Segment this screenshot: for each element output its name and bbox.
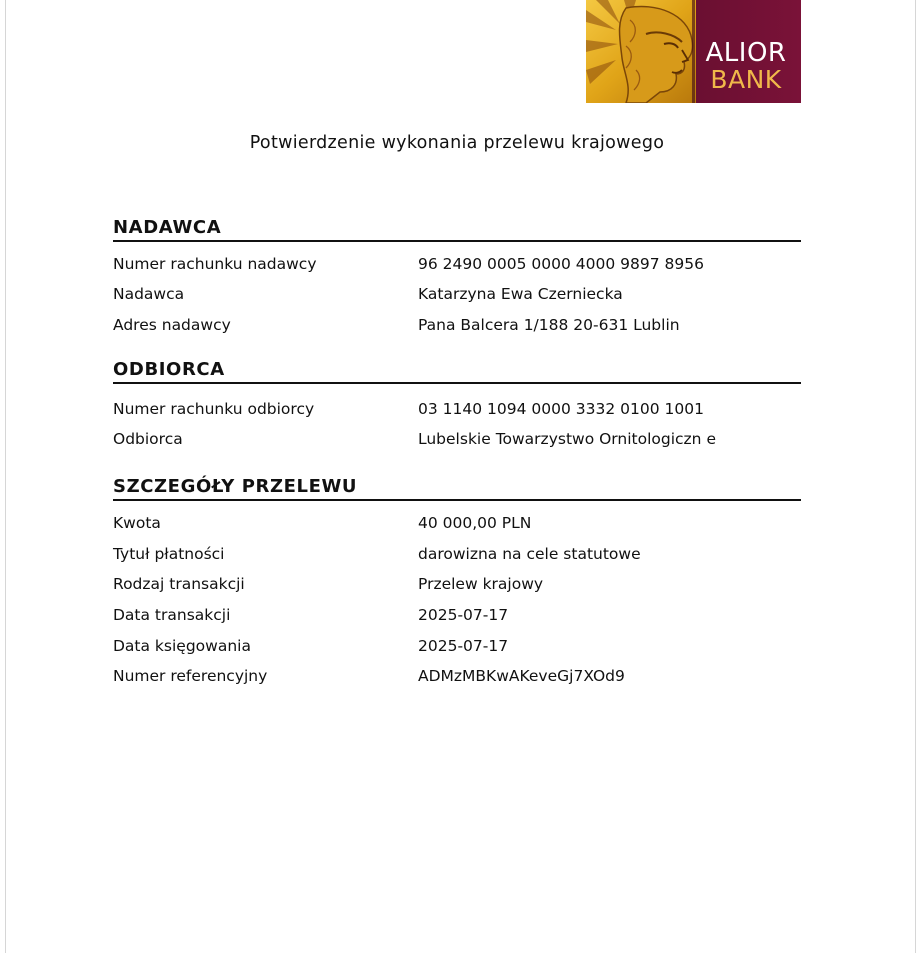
field-recipient-account <box>113 398 813 420</box>
field-label: Tytuł płatności <box>113 545 225 563</box>
field-recipient-name <box>113 428 813 450</box>
field-value: Pana Balcera 1/188 20-631 Lublin <box>418 316 680 334</box>
section-heading-details: SZCZEGÓŁY PRZELEWU <box>113 476 801 501</box>
field-label: Data transakcji <box>113 606 231 624</box>
field-label: Numer rachunku nadawcy <box>113 255 317 273</box>
field-value: Katarzyna Ewa Czerniecka <box>418 285 623 303</box>
field-reference-number <box>113 665 813 687</box>
field-sender-name <box>113 283 813 305</box>
field-value: Przelew krajowy <box>418 575 544 593</box>
field-label: Data księgowania <box>113 637 251 655</box>
section-heading-recipient: ODBIORCA <box>113 359 801 384</box>
page-title: Potwierdzenie wykonania przelewu krajowego <box>249 133 665 153</box>
field-booking-date <box>113 635 813 657</box>
field-value: 40 000,00 PLN <box>418 514 532 532</box>
field-sender-account <box>113 253 813 275</box>
section-heading-sender: NADAWCA <box>113 217 801 242</box>
logo-line2: BANK <box>710 65 782 94</box>
field-label: Odbiorca <box>113 430 183 448</box>
field-value: darowizna na cele statutowe <box>418 545 641 563</box>
field-sender-address <box>113 314 813 336</box>
field-label: Numer rachunku odbiorcy <box>113 400 315 418</box>
field-value: 2025-07-17 <box>418 637 509 655</box>
alior-bank-logo <box>586 0 801 103</box>
field-label: Nadawca <box>113 285 185 303</box>
field-transaction-date <box>113 604 813 626</box>
logo-line1: ALIOR <box>705 38 787 68</box>
field-label: Rodzaj transakcji <box>113 575 245 593</box>
field-label: Adres nadawcy <box>113 316 231 334</box>
field-value: Lubelskie Towarzystwo Ornitologiczn e <box>418 430 716 448</box>
field-payment-title <box>113 543 813 565</box>
field-label: Kwota <box>113 514 161 532</box>
field-amount <box>113 512 813 534</box>
logo-wordmark <box>696 40 796 92</box>
field-value: 03 1140 1094 0000 3332 0100 1001 <box>418 400 704 418</box>
field-transaction-type <box>113 573 813 595</box>
field-label: Numer referencyjny <box>113 667 268 685</box>
field-value: 2025-07-17 <box>418 606 509 624</box>
field-value: 96 2490 0005 0000 4000 9897 8956 <box>418 255 704 273</box>
field-value: ADMzMBKwAKeveGj7XOd9 <box>418 667 625 685</box>
